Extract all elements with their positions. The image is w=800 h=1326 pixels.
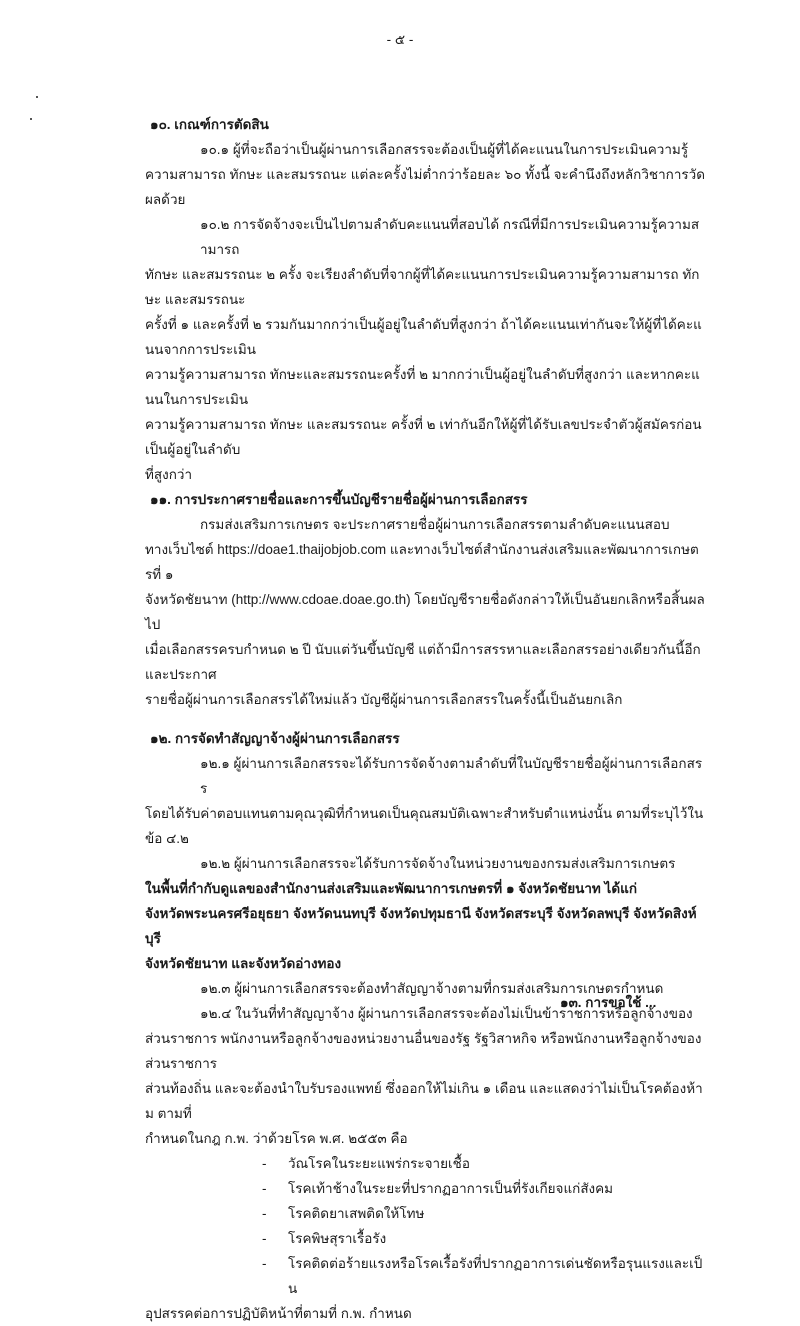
text-line-bold: ในพื้นที่กำกับดูแลของสำนักงานส่งเสริมและพัฒนาการเกษตรที่ ๑ จังหวัดชัยนาท ได้แก่ bbox=[145, 881, 637, 896]
text-line: ๑๒.๒ ผู้ผ่านการเลือกสรรจะได้รับการจัดจ้างในหน่วยงานของกรมส่งเสริมการเกษตร bbox=[200, 856, 676, 871]
bullet-item bbox=[145, 1151, 705, 1176]
heading-12: ๑๒. การจัดทำสัญญาจ้างผู้ผ่านการเลือกสรร bbox=[150, 731, 400, 746]
bullet-text: โรคติดยาเสพติดให้โทษ bbox=[288, 1206, 425, 1221]
scan-speck bbox=[36, 96, 38, 98]
text-line: ทางเว็บไซต์ https://doae1.thaijobjob.com และทางเว็บไซต์สำนักงานส่งเสริมและพัฒนาการเกษตรที่ ๑ bbox=[145, 542, 699, 582]
text-line: ที่สูงกว่า bbox=[145, 467, 193, 482]
text-line: ความรู้ความสามารถ ทักษะและสมรรถนะครั้งที่ ๒ มากกว่าเป็นผู้อยู่ในลำดับที่สูงกว่า และหากคะแนนในการประเมิน bbox=[145, 367, 700, 407]
bullet-text: วัณโรคในระยะแพร่กระจายเชื้อ bbox=[288, 1156, 470, 1171]
text-line: ความสามารถ ทักษะ และสมรรถนะ แต่ละครั้งไม่ต่ำกว่าร้อยละ ๖๐ ทั้งนี้ จะคำนึงถึงหลักวิชาการวัดผลด้วย bbox=[145, 167, 705, 207]
text-line-bold: จังหวัดพระนครศรีอยุธยา จังหวัดนนทบุรี จังหวัดปทุมธานี จังหวัดสระบุรี จังหวัดลพบุรี จังหวัดสิงห์บุรี bbox=[145, 906, 697, 946]
heading-10: ๑๐. เกณฑ์การตัดสิน bbox=[150, 117, 269, 132]
text-line: ครั้งที่ ๑ และครั้งที่ ๒ รวมกันมากกว่าเป็นผู้อยู่ในลำดับที่สูงกว่า ถ้าได้คะแนนเท่ากันจะให้ผู้ที่ได้คะแนนจากการประเมิน bbox=[145, 317, 702, 357]
text-line-bold: จังหวัดชัยนาท และจังหวัดอ่างทอง bbox=[145, 956, 342, 971]
text-line: ความรู้ความสามารถ ทักษะ และสมรรถนะ ครั้งที่ ๒ เท่ากันอีกให้ผู้ที่ได้รับเลขประจำตัวผู้สมัครก่อนเป็นผู้อยู่ในลำดับ bbox=[145, 417, 702, 457]
text-line: กรมส่งเสริมการเกษตร จะประกาศรายชื่อผู้ผ่านการเลือกสรรตามลำดับคะแนนสอบ bbox=[200, 517, 670, 532]
text-line: จังหวัดชัยนาท (http://www.cdoae.doae.go.th) โดยบัญชีรายชื่อดังกล่าวให้เป็นอันยกเลิกหรือสิ้นผลไป bbox=[145, 592, 705, 632]
text-line: ๑๐.๒ การจัดจ้างจะเป็นไปตามลำดับคะแนนที่สอบได้ กรณีที่มีการประเมินความรู้ความสามารถ bbox=[200, 217, 700, 257]
text-line: ส่วนท้องถิ่น และจะต้องนำใบรับรองแพทย์ ซึ่งออกให้ไม่เกิน ๑ เดือน และแสดงว่าไม่เป็นโรคต้องห้าม ตามที่ bbox=[145, 1081, 703, 1121]
text-line: ๑๒.๔ ในวันที่ทำสัญญาจ้าง ผู้ผ่านการเลือกสรรจะต้องไม่เป็นข้าราชการหรือลูกจ้างของ bbox=[200, 1006, 693, 1021]
text-line: โดยได้รับค่าตอบแทนตามคุณวุฒิที่กำหนดเป็นคุณสมบัติเฉพาะสำหรับตำแหน่งนั้น ตามที่ระบุไว้ในข้อ ๔.๒ bbox=[145, 806, 704, 846]
bullet-text: โรคเท้าช้างในระยะที่ปรากฏอาการเป็นที่รังเกียจแก่สังคม bbox=[288, 1181, 614, 1196]
text-line: อุปสรรคต่อการปฏิบัติหน้าที่ตามที่ ก.พ. กำหนด bbox=[145, 1306, 412, 1321]
bullet-text: โรคติดต่อร้ายแรงหรือโรคเรื้อรังที่ปรากฏอาการเด่นชัดหรือรุนแรงและเป็น bbox=[288, 1256, 703, 1296]
bullet-item bbox=[145, 1176, 705, 1201]
text-line: ส่วนราชการ พนักงานหรือลูกจ้างของหน่วยงานอื่นของรัฐ รัฐวิสาหกิจ หรือพนักงานหรือลูกจ้างของส่วนราชการ bbox=[145, 1031, 702, 1071]
text-line: ๑๒.๑ ผู้ผ่านการเลือกสรรจะได้รับการจัดจ้างตามลำดับที่ในบัญชีรายชื่อผู้ผ่านการเลือกสรร bbox=[200, 756, 703, 796]
page-number: - ๕ - bbox=[386, 32, 414, 47]
scan-speck bbox=[30, 118, 32, 120]
bullet-item bbox=[145, 1226, 705, 1251]
text-line: เมื่อเลือกสรรครบกำหนด ๒ ปี นับแต่วันขึ้นบัญชี แต่ถ้ามีการสรรหาและเลือกสรรอย่างเดียวกันนี้อีก และประกาศ bbox=[145, 642, 701, 682]
bullet-dash: - bbox=[262, 1256, 267, 1271]
bullet-item bbox=[145, 1201, 705, 1226]
bullet-text: โรคพิษสุราเรื้อรัง bbox=[288, 1231, 387, 1246]
continuation-note: ๑๓. การขอใช้ ... bbox=[560, 995, 657, 1010]
text-line: ทักษะ และสมรรถนะ ๒ ครั้ง จะเรียงลำดับที่จากผู้ที่ได้คะแนนการประเมินความรู้ความสามารถ ทักษะ และสมรรถนะ bbox=[145, 267, 700, 307]
text-line: กำหนดในกฎ ก.พ. ว่าด้วยโรค พ.ศ. ๒๕๕๓ คือ bbox=[145, 1131, 408, 1146]
bullet-dash: - bbox=[262, 1156, 267, 1171]
bullet-item bbox=[145, 1251, 705, 1301]
bullet-dash: - bbox=[262, 1181, 267, 1196]
heading-11: ๑๑. การประกาศรายชื่อและการขึ้นบัญชีรายชื่อผู้ผ่านการเลือกสรร bbox=[150, 492, 528, 507]
document-body bbox=[145, 112, 705, 1326]
text-line: ๑๐.๑ ผู้ที่จะถือว่าเป็นผู้ผ่านการเลือกสรรจะต้องเป็นผู้ที่ได้คะแนนในการประเมินความรู้ bbox=[200, 142, 689, 157]
text-line: ๑๒.๓ ผู้ผ่านการเลือกสรรจะต้องทำสัญญาจ้างตามที่กรมส่งเสริมการเกษตรกำหนด bbox=[200, 981, 664, 996]
text-line: รายชื่อผู้ผ่านการเลือกสรรได้ใหม่แล้ว บัญชีผู้ผ่านการเลือกสรรในครั้งนี้เป็นอันยกเลิก bbox=[145, 692, 623, 707]
bullet-dash: - bbox=[262, 1206, 267, 1221]
bullet-dash: - bbox=[262, 1231, 267, 1246]
